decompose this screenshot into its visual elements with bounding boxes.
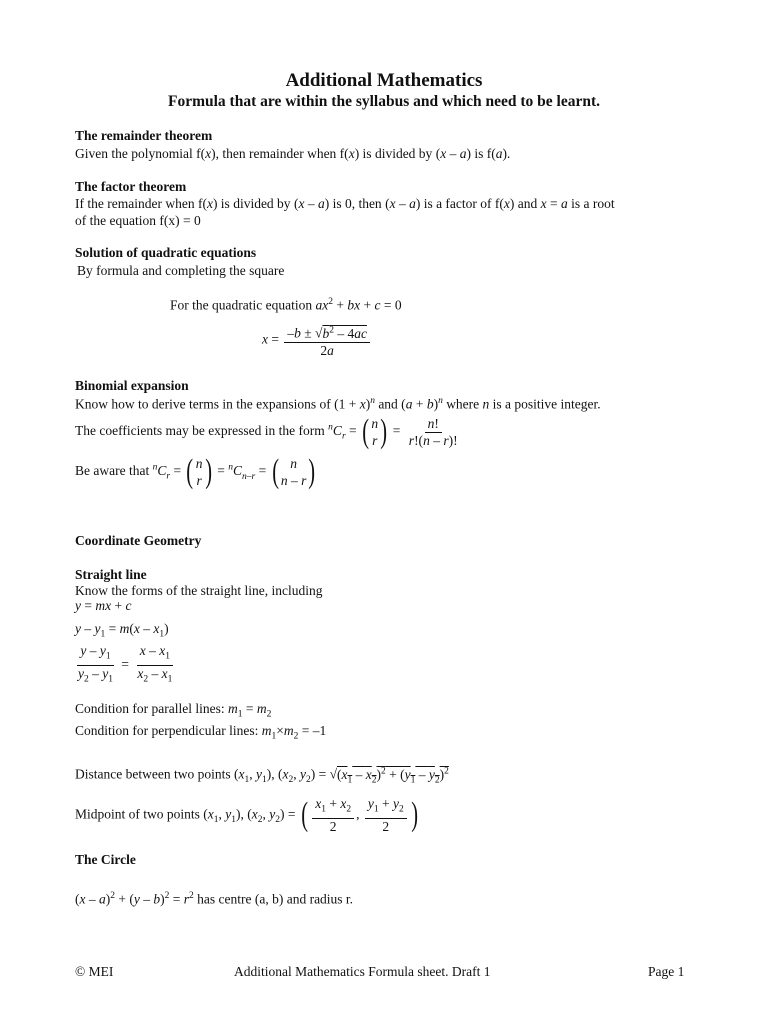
line-form-3: $\frac{y - y_1}{y_2 - y_1}$ = $\frac{x - x_1}{x_2 - x_1}$ (78, 643, 173, 685)
coord-heading: Coordinate Geometry (75, 533, 202, 548)
page-title: Additional Mathematics (285, 70, 483, 91)
line-form-1: y = mx + c (75, 598, 132, 613)
remainder-heading: The remainder theorem (75, 128, 213, 143)
line-form-2: $y - y_1 = m(x - x_1)$ (75, 621, 169, 640)
quadratic-subtext: By formula and completing the square (77, 263, 285, 278)
circle-heading: The Circle (75, 852, 136, 867)
circle-equation: $(x - a)^2 + (y - b)^2 = r^2$ has centre (a, b) and radius r. (75, 891, 354, 907)
binomial-text: Know how to derive terms in the expansions of $(1 + x)^n$ and $(a + b)^n$ where n is a positive integer. (75, 396, 601, 412)
footer-title: Additional Mathematics Formula sheet. Draft 1 (234, 964, 491, 979)
straight-line-heading: Straight line (75, 567, 147, 582)
quadratic-heading: Solution of quadratic equations (75, 245, 257, 260)
midpoint-formula: Midpoint of two points ($x_1$, $y_1$), ($x_2$, $y_2$) = ( $\frac{x_1 + x_2}{2}$ , $\frac{y_1 + y_2}{2}$ ) (75, 796, 418, 834)
factor-text-line2: of the equation f(x) = 0 (75, 213, 201, 228)
quadratic-lead: For the quadratic equation $ax^2$ + bx + c = 0 (170, 297, 402, 313)
parallel-condition: Condition for parallel lines: $m_1 = m_2$ (75, 701, 272, 720)
straight-line-intro: Know the forms of the straight line, including (75, 583, 323, 598)
distance-formula: Distance between two points ($x_1$, $y_1$), ($x_2$, $y_2) = √(x_1 - x_2)^2 + (y_1 - y_2)^2$ (75, 766, 449, 786)
binomial-aware-line: Be aware that $^nC_r$ = ( n r ) = $^nC_{n-r}$ = ( n n – r ) (75, 453, 316, 490)
footer-copyright: © MEI (75, 964, 114, 979)
remainder-text: Given the polynomial f(x), then remainder when f(x) is divided by (x – a) is f(a). (75, 146, 511, 161)
factor-text-line1: If the remainder when f(x) is divided by (x – a) is 0, then (x – a) is a factor of f(x) and x = a is a root (75, 196, 615, 211)
perpendicular-condition: Condition for perpendicular lines: $m_1\times m_2 = -1$ (75, 723, 327, 742)
footer-page-number: Page 1 (648, 964, 685, 979)
quadratic-formula: x = $\frac{-b \pm √b^2 - 4ac}{2a}$ (262, 322, 372, 359)
factor-heading: The factor theorem (75, 179, 187, 194)
page-subtitle: Formula that are within the syllabus and which need to be learnt. (167, 93, 601, 110)
binomial-coef-line: The coefficients may be expressed in the form $^nC_r$ = ( n r ) = $\frac{n!}{r!(n - r)!}$ (75, 413, 458, 450)
binomial-heading: Binomial expansion (75, 378, 189, 393)
